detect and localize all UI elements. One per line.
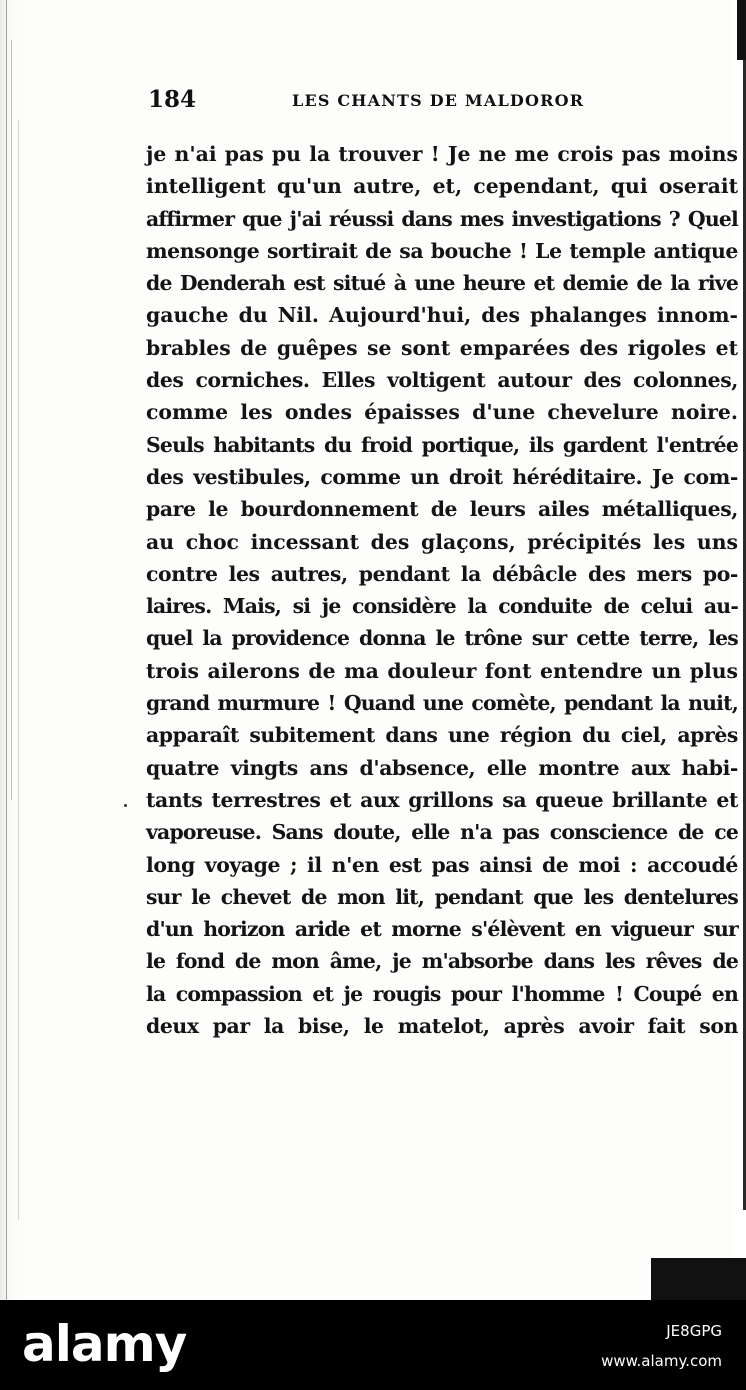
text-line: apparaît subitement dans une région du ciel, après bbox=[146, 723, 738, 748]
text-line: grand murmure ! Quand une comète, pendant la nuit, bbox=[146, 691, 738, 716]
text-line: intelligent qu'un autre, et, cependant, qui oserait bbox=[146, 174, 738, 199]
watermark-url: www.alamy.com bbox=[601, 1352, 722, 1370]
text-line: laires. Mais, si je considère la conduite de celui au- bbox=[146, 594, 738, 619]
text-line: Seuls habitants du froid portique, ils gardent l'entrée bbox=[146, 432, 738, 457]
text-line: des vestibules, comme un droit héréditaire. Je com- bbox=[146, 464, 738, 489]
text-line: deux par la bise, le matelot, après avoir fait son bbox=[146, 1014, 738, 1039]
alamy-logo: alamy bbox=[22, 1315, 187, 1373]
text-line: le fond de mon âme, je m'absorbe dans les rêves de bbox=[146, 949, 738, 974]
right-edge-shadow bbox=[737, 0, 746, 60]
binding-edge-shadow bbox=[0, 0, 26, 1300]
text-line: quel la providence donna le trône sur cette terre, les bbox=[146, 626, 738, 651]
text-line: vaporeuse. Sans doute, elle n'a pas conscience de ce bbox=[146, 820, 738, 845]
right-edge-shadow bbox=[651, 1258, 746, 1300]
text-line: d'un horizon aride et morne s'élèvent en vigueur sur bbox=[146, 917, 738, 942]
text-line: comme les ondes épaisses d'une chevelure noire. bbox=[146, 400, 738, 425]
watermark-bar bbox=[0, 1300, 746, 1390]
text-line: trois ailerons de ma douleur font entendre un plus bbox=[146, 658, 738, 683]
binding-edge-line bbox=[11, 40, 12, 800]
text-line: contre les autres, pendant la débâcle des mers po- bbox=[146, 561, 738, 586]
text-line: la compassion et je rougis pour l'homme ! Coupé en bbox=[146, 981, 738, 1006]
text-line: affirmer que j'ai réussi dans mes investigations ? Quel bbox=[146, 206, 738, 231]
book-title-header: LES CHANTS DE MALDOROR bbox=[292, 91, 585, 110]
body-text bbox=[146, 138, 738, 1042]
text-line: tants terrestres et aux grillons sa queue brillante et bbox=[146, 787, 738, 812]
margin-speck bbox=[124, 804, 127, 807]
binding-edge-line bbox=[18, 120, 19, 1220]
binding-edge-line bbox=[6, 0, 7, 1300]
text-line: long voyage ; il n'en est pas ainsi de moi : accoudé bbox=[146, 852, 738, 877]
running-head bbox=[148, 86, 598, 116]
text-line: sur le chevet de mon lit, pendant que les dentelures bbox=[146, 884, 738, 909]
text-line: quatre vingts ans d'absence, elle montre aux habi- bbox=[146, 755, 738, 780]
text-line: brables de guêpes se sont emparées des rigoles et bbox=[146, 335, 738, 360]
text-line: pare le bourdonnement de leurs ailes métalliques, bbox=[146, 497, 738, 522]
page-number: 184 bbox=[148, 86, 197, 113]
text-line: de Denderah est situé à une heure et demie de la rive bbox=[146, 271, 738, 296]
image-id: JE8GPG bbox=[666, 1322, 722, 1340]
text-line: au choc incessant des glaçons, précipités les uns bbox=[146, 529, 738, 554]
text-line: des corniches. Elles voltigent autour des colonnes, bbox=[146, 368, 738, 393]
text-line: je n'ai pas pu la trouver ! Je ne me crois pas moins bbox=[146, 142, 738, 166]
text-line: gauche du Nil. Aujourd'hui, des phalanges innom- bbox=[146, 303, 738, 328]
text-line: mensonge sortirait de sa bouche ! Le temple antique bbox=[146, 238, 738, 263]
